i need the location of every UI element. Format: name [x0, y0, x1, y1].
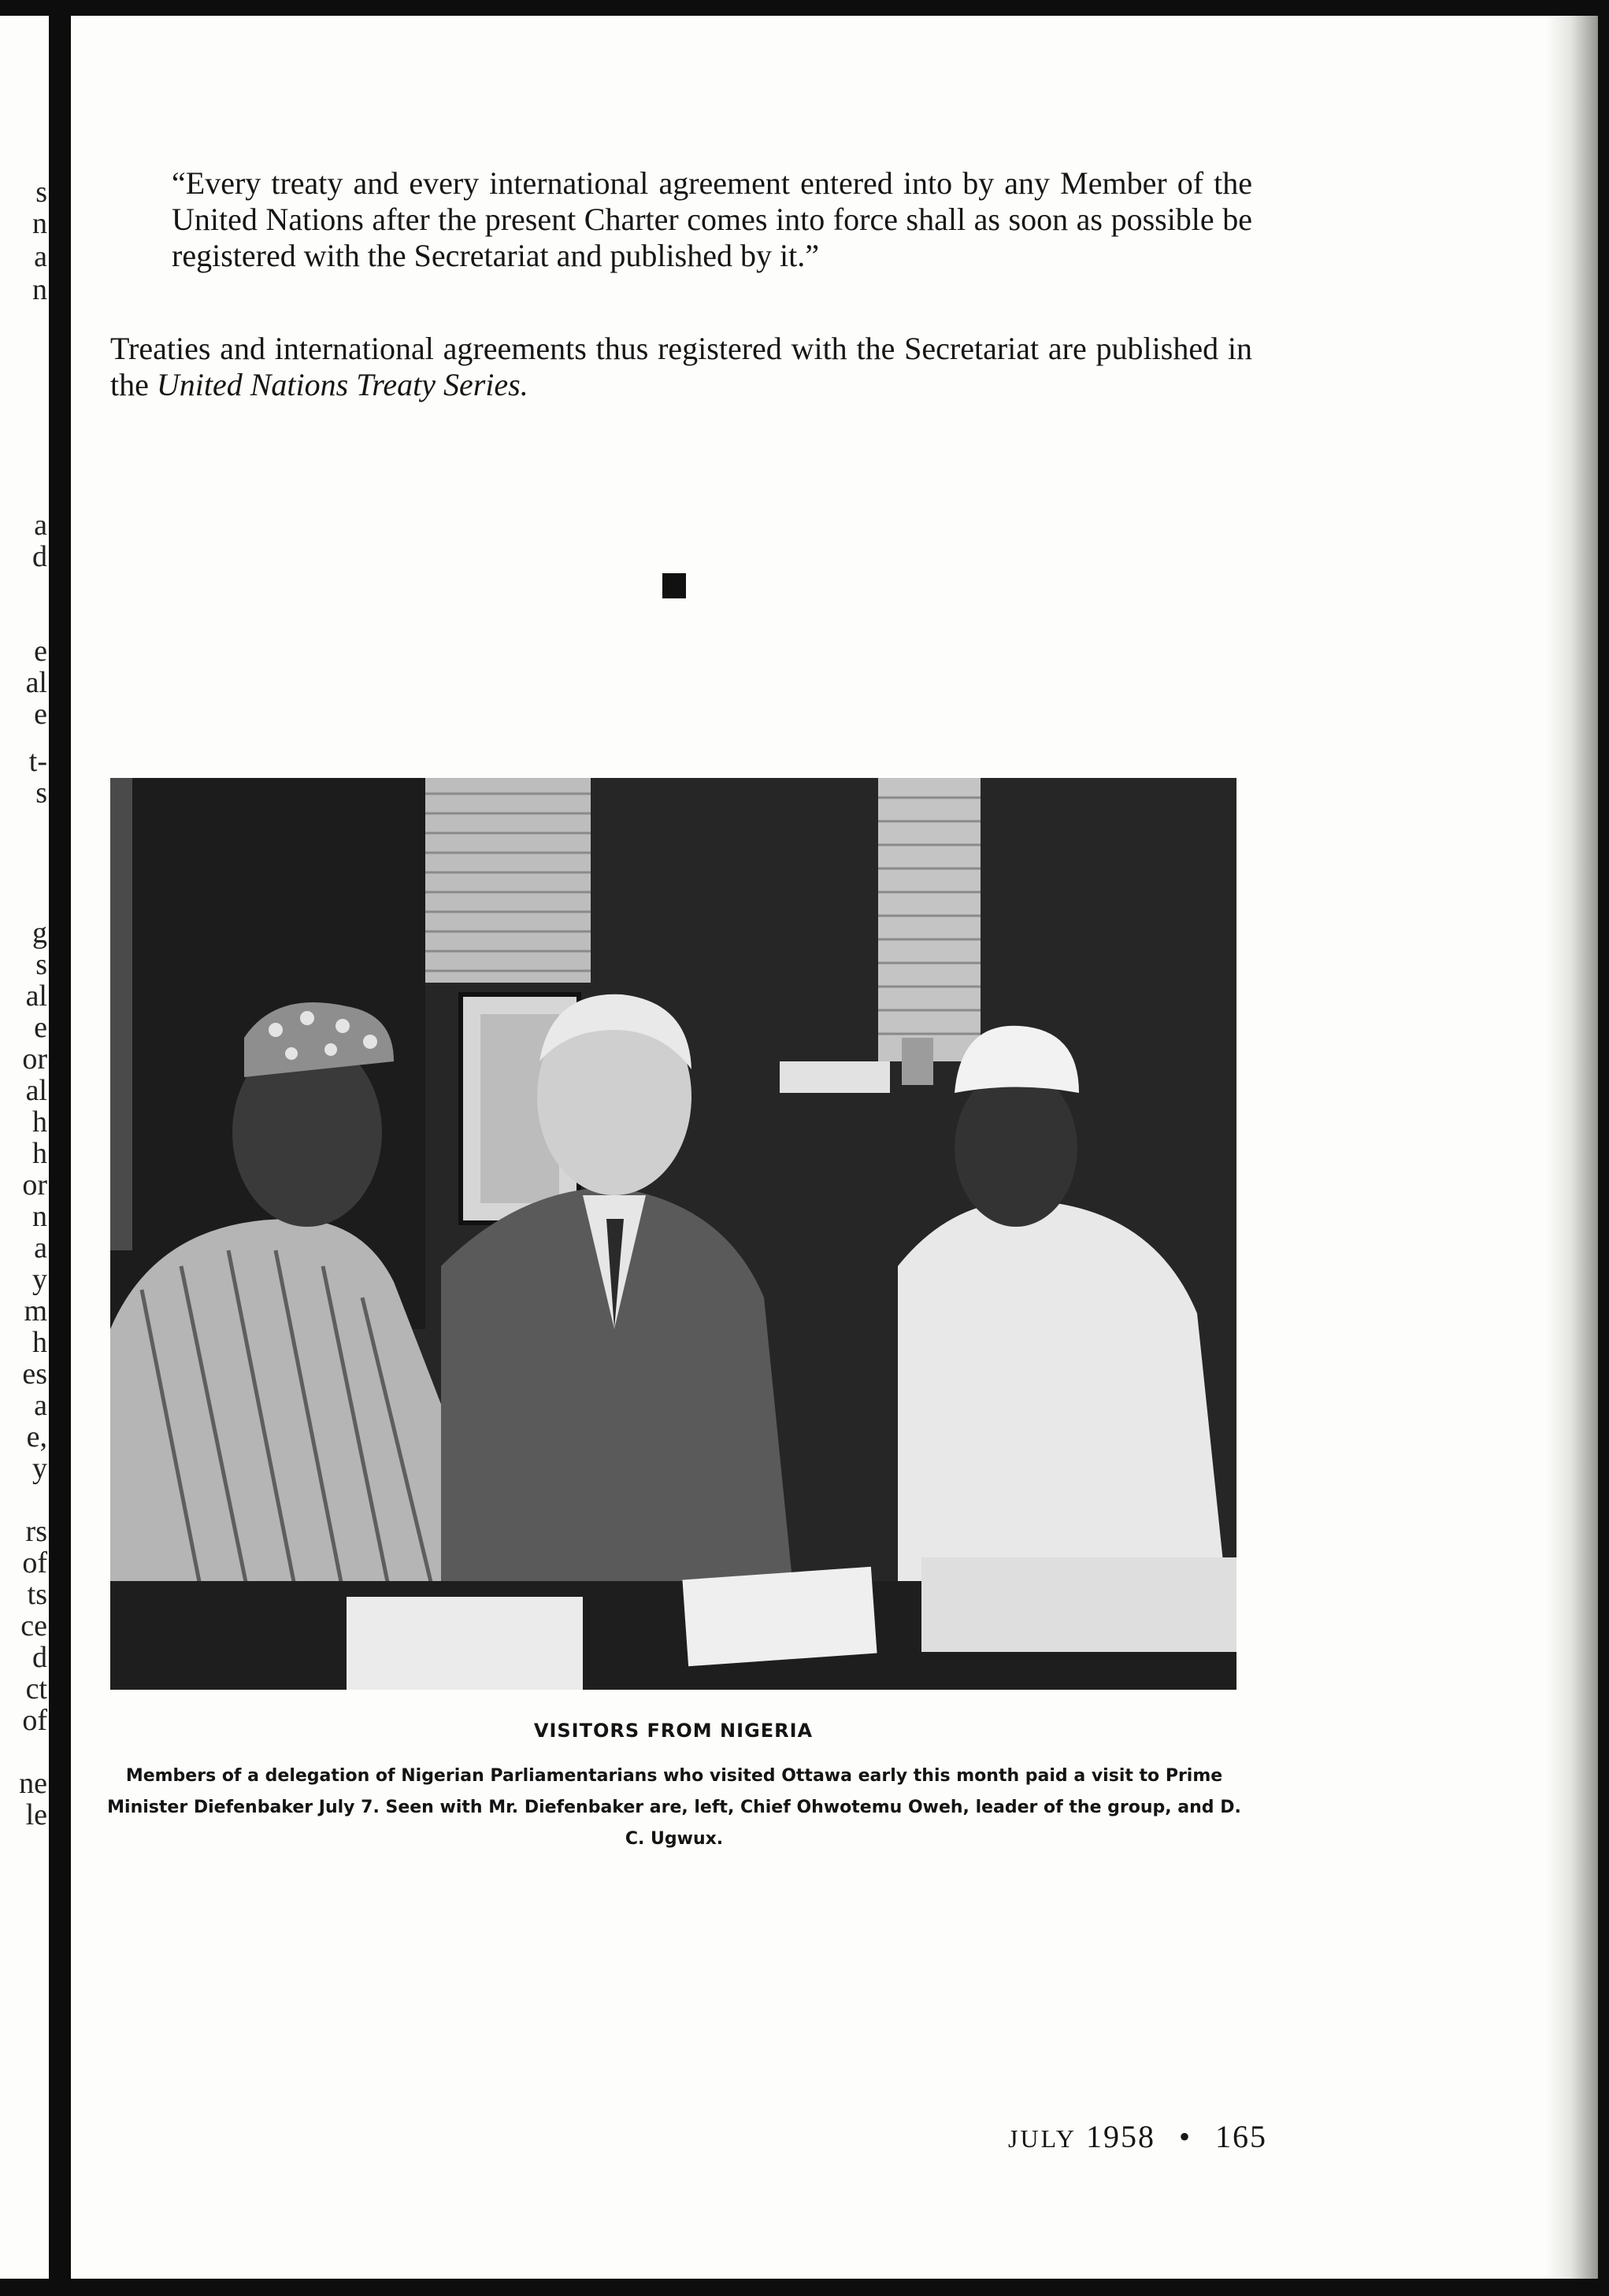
photo-caption-title: VISITORS FROM NIGERIA	[533, 1720, 814, 1742]
margin-fragment: h	[32, 1326, 47, 1359]
margin-fragment: a	[34, 240, 47, 273]
footer-month: JULY	[1008, 2124, 1077, 2153]
right-scan-border	[1598, 0, 1609, 2296]
margin-fragment: a	[34, 1389, 47, 1422]
margin-fragment: e	[34, 1011, 47, 1044]
margin-fragment: y	[32, 1452, 47, 1485]
margin-fragment: le	[25, 1798, 47, 1831]
body-text: Treaties and international agreements thus registered with the Secretariat are published in the	[110, 331, 1252, 402]
photo-illustration	[110, 778, 1236, 1690]
margin-fragment: of	[22, 1704, 47, 1737]
margin-fragment: m	[24, 1294, 47, 1328]
margin-fragment: al	[25, 1074, 47, 1107]
margin-fragment: e	[34, 698, 47, 731]
margin-fragment: h	[32, 1105, 47, 1139]
margin-fragment: h	[32, 1137, 47, 1170]
margin-fragment: ne	[19, 1767, 47, 1800]
top-scan-border	[0, 0, 1609, 16]
margin-fragment: s	[35, 948, 47, 981]
margin-fragment: n	[32, 273, 47, 306]
margin-fragment: s	[35, 176, 47, 209]
margin-fragment: al	[25, 666, 47, 699]
margin-fragment: of	[22, 1546, 47, 1579]
margin-fragment: a	[34, 1231, 47, 1265]
body-paragraph	[110, 331, 1252, 403]
photo-caption-body: Members of a delegation of Nigerian Parliamentarians who visited Ottawa early this month paid a visit to Prime Minister Diefenbaker July 7. Seen with Mr. Diefenbaker are, left, Chief Ohwotemu Oweh, leader of the group, and D. C. Ugwux.	[107, 1766, 1241, 1849]
margin-fragment: n	[32, 1200, 47, 1233]
margin-fragment: s	[35, 776, 47, 809]
margin-fragment: or	[22, 1168, 47, 1202]
margin-fragment: al	[25, 980, 47, 1013]
charter-quote: “Every treaty and every international agreement entered into by any Member of the United Nations after the present Charter comes into force shall as soon as possible be registered with the Secretariat and published by it.”	[172, 165, 1252, 273]
delegation-photo	[110, 778, 1236, 1690]
margin-fragment: ts	[27, 1578, 47, 1611]
footer-separator: •	[1179, 2119, 1192, 2154]
margin-fragment: rs	[25, 1515, 47, 1548]
bottom-scan-border	[0, 2279, 1609, 2296]
margin-fragment: ct	[25, 1672, 47, 1705]
margin-fragment: t-	[28, 745, 47, 778]
margin-fragment: es	[22, 1357, 47, 1391]
margin-fragment: a	[34, 509, 47, 542]
footer-year: 1958	[1086, 2119, 1156, 2154]
margin-fragment: n	[32, 207, 47, 240]
margin-fragment: y	[32, 1263, 47, 1296]
page-number: 165	[1215, 2119, 1268, 2154]
left-scan-border	[49, 0, 71, 2296]
page-footer	[1008, 2118, 1323, 2155]
margin-fragment: or	[22, 1042, 47, 1076]
treaty-series-title: United Nations Treaty Series.	[156, 367, 528, 402]
margin-fragment: ce	[20, 1609, 47, 1642]
margin-fragment: e	[34, 635, 47, 668]
margin-fragment: g	[32, 917, 47, 950]
margin-fragment: d	[32, 1641, 47, 1674]
margin-fragment: e,	[26, 1420, 47, 1454]
margin-fragment: d	[32, 540, 47, 573]
section-break-square	[662, 573, 686, 598]
